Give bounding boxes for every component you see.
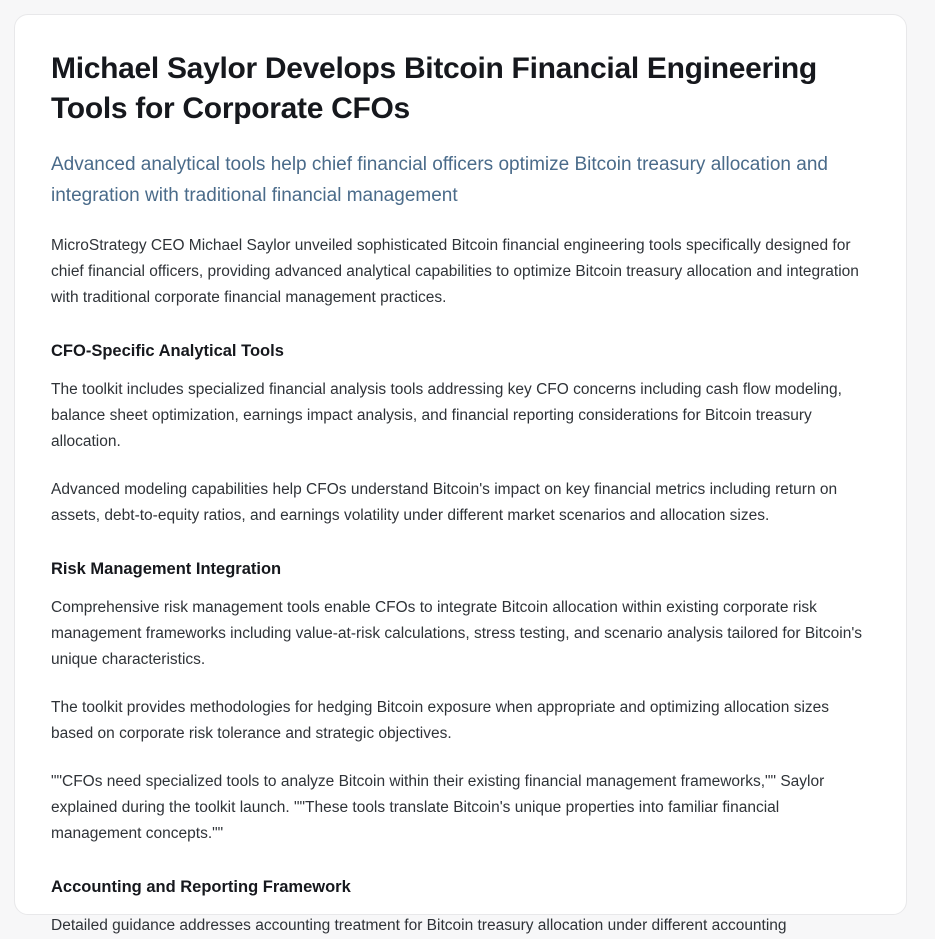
section-paragraph: The toolkit includes specialized financial analysis tools addressing key CFO concerns including cash flow modeling, balance sheet optimization, earnings impact analysis, and financial reporting considerations for Bitcoin treasury allocation. xyxy=(51,381,842,450)
section-paragraph: Comprehensive risk management tools enable CFOs to integrate Bitcoin allocation within existing corporate risk management frameworks including value-at-risk calculations, stress testing, and scenario analysis tailored for Bitcoin's unique characteristics. xyxy=(51,599,863,668)
section-heading-risk-management: Risk Management Integration xyxy=(51,560,282,578)
section-paragraph: The toolkit provides methodologies for hedging Bitcoin exposure when appropriate and optimizing allocation sizes based on corporate risk tolerance and strategic objectives. xyxy=(51,699,830,742)
section-paragraph: Detailed guidance addresses accounting treatment for Bitcoin treasury allocation under different accounting xyxy=(51,917,787,934)
article-card xyxy=(14,14,907,934)
section-heading-cfo-tools: CFO-Specific Analytical Tools xyxy=(51,342,284,360)
section-quote-paragraph: ""CFOs need specialized tools to analyze Bitcoin within their existing financial management frameworks,"" Saylor explained during the toolkit launch. ""These tools translate Bitcoin's unique properties into familiar financial management concepts."" xyxy=(51,773,825,842)
section-paragraph: Advanced modeling capabilities help CFOs understand Bitcoin's impact on key financial metrics including return on assets, debt-to-equity ratios, and earnings volatility under different market scenarios and allocation sizes. xyxy=(51,481,838,524)
section-heading-accounting-reporting: Accounting and Reporting Framework xyxy=(51,878,351,896)
page-title: Michael Saylor Develops Bitcoin Financial Engineering Tools for Corporate CFOs xyxy=(51,52,817,125)
article-lead-paragraph: MicroStrategy CEO Michael Saylor unveiled sophisticated Bitcoin financial engineering tools specifically designed for chief financial officers, providing advanced analytical capabilities to optimize Bitcoin treasury allocation and integration with traditional corporate financial management practices. xyxy=(51,237,859,306)
article-subtitle: Advanced analytical tools help chief financial officers optimize Bitcoin treasury allocation and integration with traditional financial management xyxy=(51,154,828,206)
